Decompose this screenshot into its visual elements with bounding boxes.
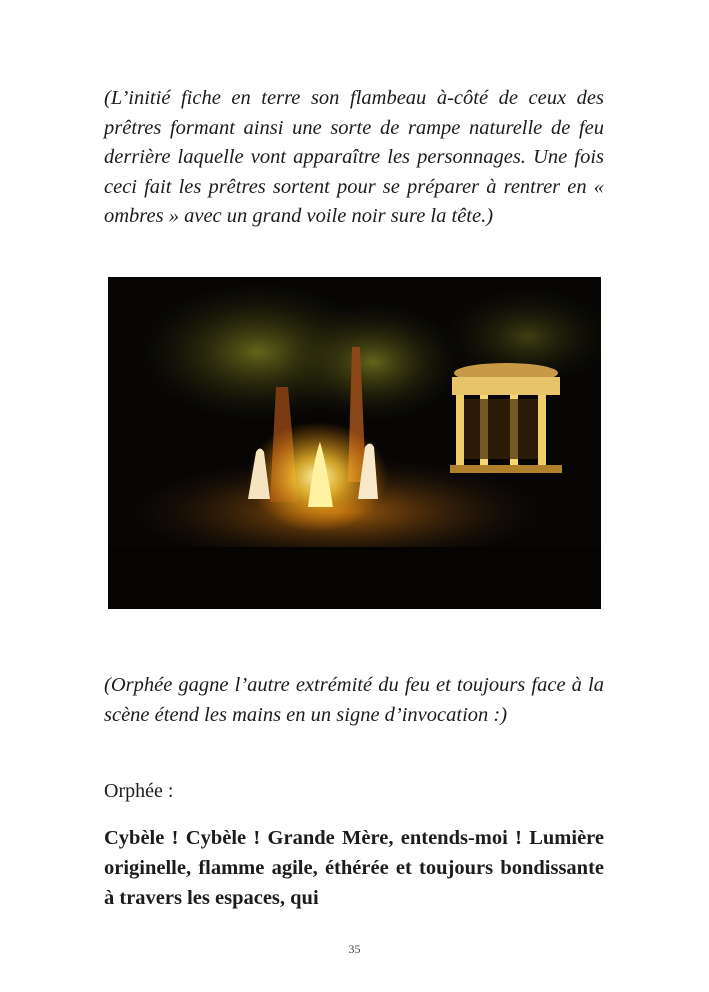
stage-direction-2: (Orphée gagne l’autre extrémité du feu et toujours face à la scène étend les mains en un signe d’invocation :) xyxy=(104,674,604,726)
photo-night-bonfire-scene xyxy=(108,277,601,609)
speaker-name: Orphée : xyxy=(104,780,174,802)
rotunda-temple xyxy=(450,363,562,473)
stage-direction-1: (L’initié fiche en terre son flambeau à-côté de ceux des prêtres formant ainsi une sorte de rampe naturelle de feu derrière laquelle vont apparaître les personnages. Une fois ceci fait les prêtres sortent pour se préparer à rentrer en « ombres » avec un grand voile noir sure la tête.) xyxy=(104,87,604,227)
speech-text: Cybèle ! Cybèle ! Grande Mère, entends-moi ! Lumière originelle, flamme agile, éthérée et toujours bondissante à travers les espaces, qui xyxy=(104,827,604,909)
photo-illustration xyxy=(108,277,601,609)
page-number: 35 xyxy=(348,942,361,956)
tree-canopy-center xyxy=(283,302,463,422)
